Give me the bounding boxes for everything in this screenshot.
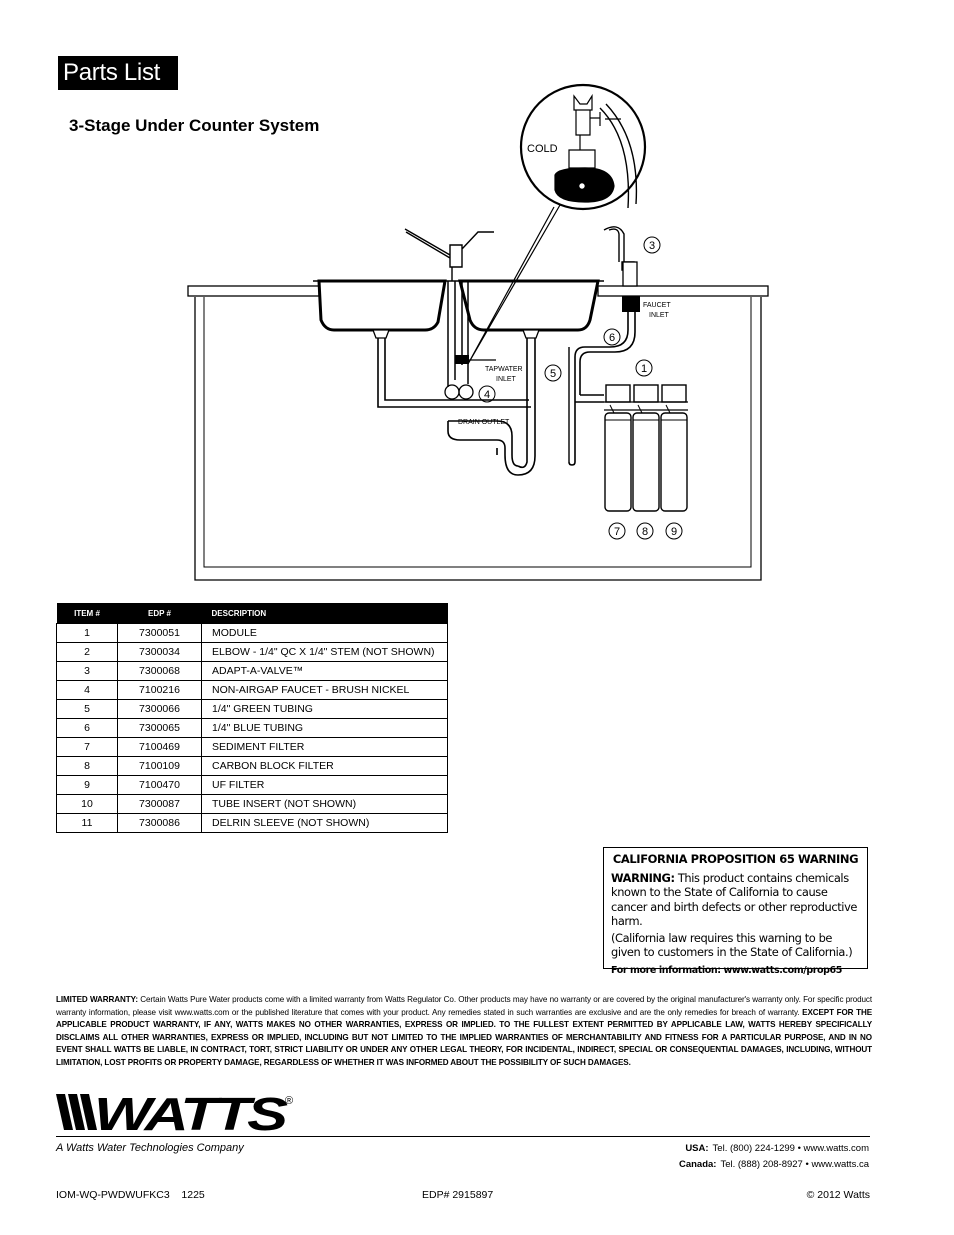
green-tubing xyxy=(569,462,575,465)
canada-label: Canada: xyxy=(678,1159,717,1170)
cell-description: 1/4" GREEN TUBING xyxy=(202,700,448,719)
table-row xyxy=(57,814,448,833)
cell-edp: 7300051 xyxy=(118,624,202,643)
table-row xyxy=(57,795,448,814)
countertop-left xyxy=(188,286,319,296)
cell-edp: 7300087 xyxy=(118,795,202,814)
table-row xyxy=(57,757,448,776)
prop65-heading: CALIFORNIA PROPOSITION 65 WARNING xyxy=(612,852,859,866)
cell-item: 9 xyxy=(57,776,118,795)
canada-text: Tel. (888) 208-8927 • www.watts.ca xyxy=(720,1159,869,1170)
cell-edp: 7300065 xyxy=(118,719,202,738)
callout-6: 6 xyxy=(608,332,616,344)
cell-edp: 7100216 xyxy=(118,681,202,700)
col-item: ITEM # xyxy=(57,603,118,624)
cell-description: TUBE INSERT (NOT SHOWN) xyxy=(202,795,448,814)
cell-edp: 7100470 xyxy=(118,776,202,795)
prop65-more-info: For more information: www.watts.com/prop65 xyxy=(611,964,842,976)
edp-number: EDP# 2915897 xyxy=(422,1189,494,1201)
callout-7: 7 xyxy=(613,526,621,538)
filter-bracket xyxy=(604,402,688,410)
callout-9: 9 xyxy=(670,526,678,538)
usa-label: USA: xyxy=(685,1143,709,1154)
drain-right-tailpiece xyxy=(523,330,539,338)
contact-usa xyxy=(679,1141,869,1157)
drain-outlet-label: DRAIN OUTLET xyxy=(458,419,510,426)
supply-valve-left xyxy=(445,385,459,399)
detail-leader xyxy=(468,205,560,364)
faucet-inlet-block xyxy=(622,296,640,312)
supply-valve-right xyxy=(459,385,473,399)
faucet-inlet-label-2: INLET xyxy=(649,312,669,319)
section-subtitle: 3-Stage Under Counter System xyxy=(69,116,320,135)
parts-table-header xyxy=(57,603,448,624)
cell-edp: 7100109 xyxy=(118,757,202,776)
sink-basin xyxy=(319,281,598,330)
cell-description: ADAPT-A-VALVE™ xyxy=(202,662,448,681)
cell-description: 1/4" BLUE TUBING xyxy=(202,719,448,738)
doc-id: IOM-WQ-PWDWUFKC3 1225 xyxy=(56,1189,205,1201)
cell-description: UF FILTER xyxy=(202,776,448,795)
warranty-label: LIMITED WARRANTY: xyxy=(56,995,138,1004)
cell-edp: 7100469 xyxy=(118,738,202,757)
table-row xyxy=(57,719,448,738)
limited-warranty xyxy=(56,994,872,1069)
cell-description: MODULE xyxy=(202,624,448,643)
main-faucet xyxy=(405,229,494,281)
contact-info xyxy=(679,1141,869,1173)
logo-wordmark: WATTS xyxy=(94,1092,289,1134)
company-tagline: A Watts Water Technologies Company xyxy=(56,1142,244,1154)
filter-uf xyxy=(661,413,687,511)
table-row xyxy=(57,643,448,662)
prop65-warning-label: WARNING: xyxy=(611,870,675,885)
drain-trap xyxy=(448,421,518,466)
cell-item: 6 xyxy=(57,719,118,738)
col-description: DESCRIPTION xyxy=(202,603,448,624)
callout-1: 1 xyxy=(640,363,648,375)
cell-item: 10 xyxy=(57,795,118,814)
cell-edp: 7300068 xyxy=(118,662,202,681)
faucet-base xyxy=(623,262,637,286)
adapt-a-valve xyxy=(455,355,469,364)
prop65-warning xyxy=(611,871,860,929)
col-edp: EDP # xyxy=(118,603,202,624)
cell-item: 4 xyxy=(57,681,118,700)
cell-item: 11 xyxy=(57,814,118,833)
prop65-note: (California law requires this warning to be given to customers in the State of California.) xyxy=(611,930,853,959)
cold-label: COLD xyxy=(527,143,558,155)
installation-diagram xyxy=(0,0,954,600)
table-row xyxy=(57,624,448,643)
cell-item: 8 xyxy=(57,757,118,776)
logo-registered: ® xyxy=(285,1095,294,1107)
footer-divider xyxy=(56,1136,870,1137)
tapwater-inlet-label-1: TAPWATER xyxy=(485,366,523,373)
cell-description: NON-AIRGAP FAUCET - BRUSH NICKEL xyxy=(202,681,448,700)
filter-head-2 xyxy=(634,385,658,402)
drain-left-tailpiece xyxy=(373,330,389,338)
callout-5: 5 xyxy=(549,368,557,380)
warranty-text: Certain Watts Pure Water products come with a limited warranty from Watts Regulator Co. Other products may have no warranty or are covered by the original manufacturer's warranty only. For specific product warranty information, please visit www.watts.com or the published literature that comes with your product. Any remedies stated in such warranties are exclusive and are the only remedies for breach of warranty. xyxy=(56,995,872,1017)
cell-description: SEDIMENT FILTER xyxy=(202,738,448,757)
tapwater-inlet-label-2: INLET xyxy=(496,376,516,383)
parts-table xyxy=(56,603,448,833)
cell-description: ELBOW - 1/4" QC X 1/4" STEM (NOT SHOWN) xyxy=(202,643,448,662)
table-row xyxy=(57,776,448,795)
filter-carbon xyxy=(633,413,659,511)
cell-description: CARBON BLOCK FILTER xyxy=(202,757,448,776)
cell-item: 7 xyxy=(57,738,118,757)
contact-canada xyxy=(679,1157,869,1173)
cell-edp: 7300034 xyxy=(118,643,202,662)
page-title: Parts List xyxy=(58,56,178,90)
table-row xyxy=(57,662,448,681)
usa-text: Tel. (800) 224-1299 • www.watts.com xyxy=(712,1143,869,1154)
cell-item: 3 xyxy=(57,662,118,681)
cell-edp: 7300066 xyxy=(118,700,202,719)
cell-item: 5 xyxy=(57,700,118,719)
callout-3: 4 xyxy=(483,389,491,401)
warranty-disclaimer: EXCEPT FOR THE APPLICABLE PRODUCT WARRANTY, IF ANY, WATTS MAKES NO OTHER WARRANTIES, EXPRESS OR IMPLIED. TO THE FULLEST EXTENT PERMITTED BY APPLICABLE LAW, WATTS HEREBY SPECIFICALLY DISCLAIMS ALL OTHER WARRANTIES, EXPRESS OR IMPLIED, INCLUDING BUT NOT LIMITED TO THE IMPLIED WARRANTIES OF MERCHANTABILITY AND FITNESS FOR A PARTICULAR PURPOSE, AND IN NO EVENT SHALL WATTS BE LIABLE, IN CONTRACT, TORT, STRICT LIABILITY OR UNDER ANY OTHER LEGAL THEORY, FOR INCIDENTAL, INDIRECT, SPECIAL OR CONSEQUENTIAL DAMAGES, INCLUDING, WITHOUT LIMITATION, LOST PROFITS OR PROPERTY DAMAGE, REGARDLESS OF WHETHER IT WAS INFORMED ABOUT THE POSSIBILITY OF SUCH DAMAGES. xyxy=(56,1007,872,1067)
table-row xyxy=(57,681,448,700)
copyright: © 2012 Watts xyxy=(806,1189,870,1201)
callout-8: 8 xyxy=(641,526,649,538)
cell-item: 1 xyxy=(57,624,118,643)
filter-head-3 xyxy=(662,385,686,402)
faucet-inlet-label-1: FAUCET xyxy=(643,302,671,309)
cell-description: DELRIN SLEEVE (NOT SHOWN) xyxy=(202,814,448,833)
callout-4: 3 xyxy=(648,240,656,252)
table-row xyxy=(57,738,448,757)
cell-edp: 7300086 xyxy=(118,814,202,833)
table-row xyxy=(57,700,448,719)
prop65-warning-box xyxy=(603,847,868,976)
prop65-warning-text: This product contains chemicals known to the State of California to cause cancer and birth defects or other reproductive harm. xyxy=(611,870,858,928)
filter-head-1 xyxy=(606,385,630,402)
filter-sediment xyxy=(605,413,631,511)
countertop-right xyxy=(598,286,768,296)
watts-logo xyxy=(56,1092,296,1134)
detail-shutoff-dot xyxy=(580,184,585,189)
cell-item: 2 xyxy=(57,643,118,662)
